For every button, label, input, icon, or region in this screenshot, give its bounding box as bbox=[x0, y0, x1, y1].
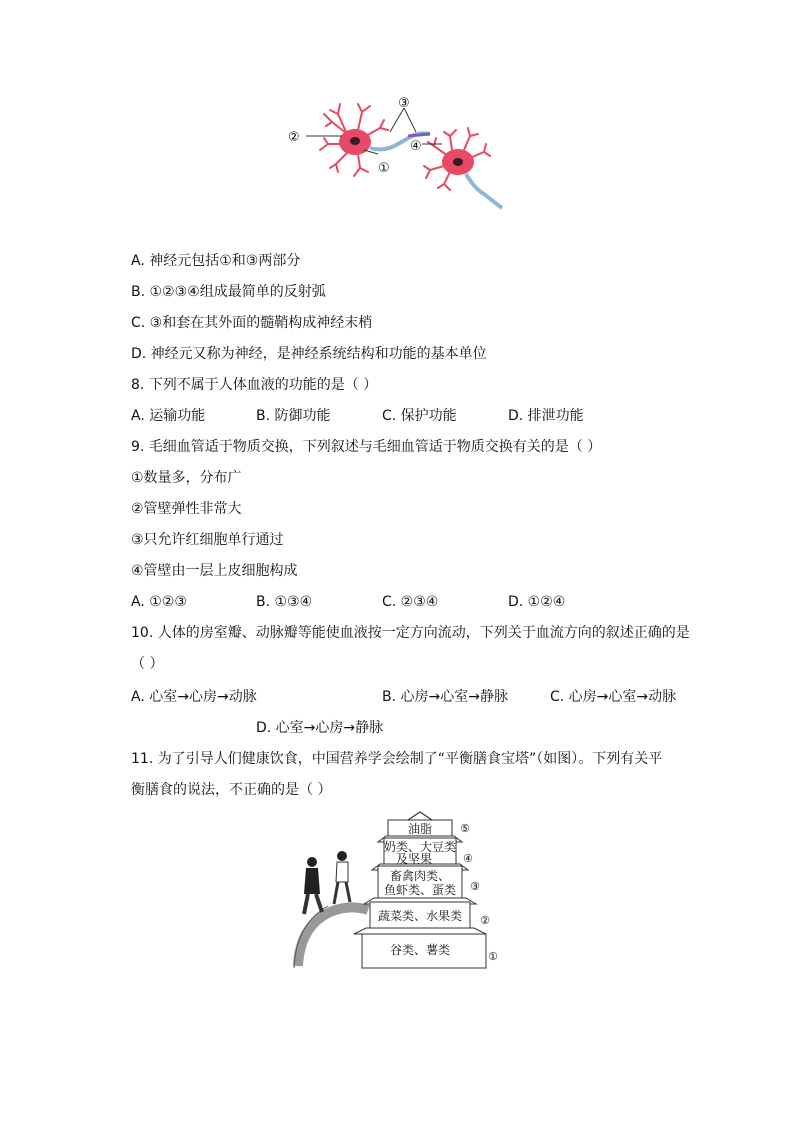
q9-statement-4: ④管壁由一层上皮细胞构成 bbox=[131, 563, 298, 579]
q7-option-a: A. 神经元包括①和③两部分 bbox=[131, 253, 301, 269]
q11-stem-line1: 11. 为了引导人们健康饮食，中国营养学会绘制了“平衡膳食宝塔”（如图）。下列有关平 bbox=[131, 751, 663, 767]
q9-option-c: C. ②③④ bbox=[382, 594, 439, 610]
q7-option-b: B. ①②③④组成最简单的反射弧 bbox=[131, 284, 326, 300]
q10-option-a: A. 心室→心房→动脉 bbox=[131, 689, 257, 705]
neuron-figure bbox=[280, 92, 520, 217]
q8-option-c: C. 保护功能 bbox=[382, 408, 457, 424]
level-4-text-1: 奶类、大豆类 bbox=[383, 840, 457, 854]
level-3-text-1: 畜禽肉类、 bbox=[389, 869, 451, 883]
level-2-mark: ② bbox=[480, 914, 490, 927]
q9-stem: 9. 毛细血管适于物质交换，下列叙述与毛细血管适于物质交换有关的是（ ） bbox=[131, 439, 602, 455]
label-4: ④ bbox=[410, 139, 422, 154]
level-3-text-2: 鱼虾类、蛋类 bbox=[383, 883, 457, 897]
q10-option-b: B. 心房→心室→静脉 bbox=[382, 689, 508, 705]
level-3-mark: ③ bbox=[470, 880, 480, 893]
food-pagoda-figure bbox=[290, 806, 510, 972]
q10-option-c: C. 心房→心室→动脉 bbox=[550, 689, 677, 705]
level-5-text: 油脂 bbox=[407, 822, 433, 836]
q8-option-a: A. 运输功能 bbox=[131, 408, 206, 424]
level-4-mark: ④ bbox=[463, 852, 473, 865]
q9-statement-1: ①数量多，分布广 bbox=[131, 470, 242, 486]
level-5-mark: ⑤ bbox=[460, 822, 470, 835]
q9-option-b: B. ①③④ bbox=[256, 594, 313, 610]
q10-stem-line2: （ ） bbox=[131, 656, 164, 672]
q8-option-d: D. 排泄功能 bbox=[508, 408, 584, 424]
label-1: ① bbox=[378, 161, 390, 176]
q11-stem-line2: 衡膳食的说法，不正确的是（ ） bbox=[131, 782, 332, 798]
q9-option-a: A. ①②③ bbox=[131, 594, 187, 610]
q10-option-d: D. 心室→心房→静脉 bbox=[256, 720, 384, 736]
q9-statement-3: ③只允许红细胞单行通过 bbox=[131, 532, 284, 548]
level-1-text: 谷类、薯类 bbox=[389, 943, 451, 957]
q7-option-c: C. ③和套在其外面的髓鞘构成神经末梢 bbox=[131, 315, 373, 331]
q9-statement-2: ②管壁弹性非常大 bbox=[131, 501, 242, 517]
label-3: ③ bbox=[398, 96, 410, 111]
level-2-text: 蔬菜类、水果类 bbox=[377, 909, 463, 923]
q8-option-b: B. 防御功能 bbox=[256, 408, 331, 424]
q8-stem: 8. 下列不属于人体血液的功能的是（ ） bbox=[131, 377, 378, 393]
q9-option-d: D. ①②④ bbox=[508, 594, 566, 610]
level-4-text-2: 及坚果 bbox=[395, 852, 433, 866]
q10-stem-line1: 10. 人体的房室瓣、动脉瓣等能使血液按一定方向流动，下列关于血流方向的叙述正确的是 bbox=[131, 625, 690, 641]
q7-option-d: D. 神经元又称为神经，是神经系统结构和功能的基本单位 bbox=[131, 346, 487, 362]
level-1-mark: ① bbox=[488, 950, 498, 963]
label-2: ② bbox=[288, 130, 300, 145]
